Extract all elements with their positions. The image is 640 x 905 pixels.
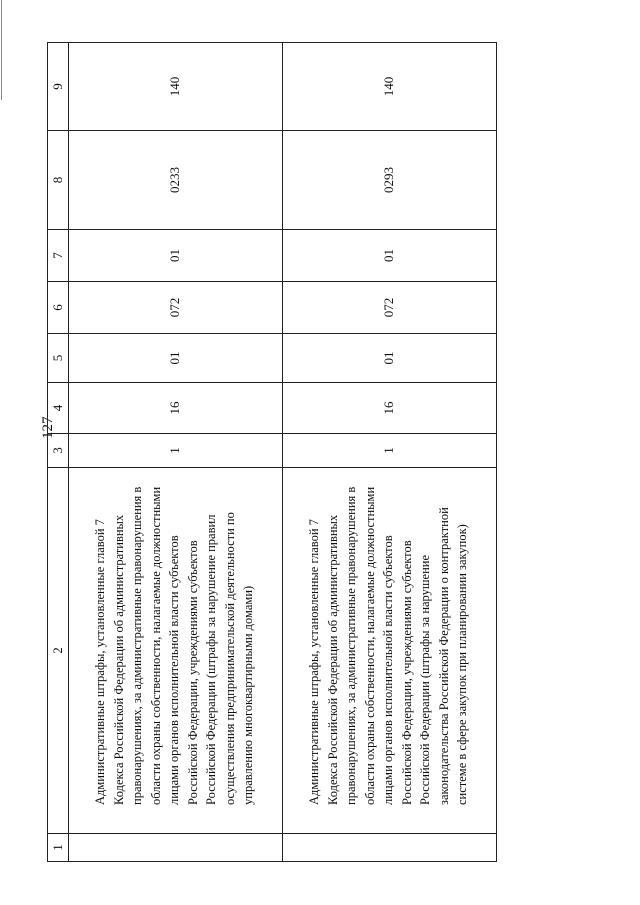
element-code-cell: 0233: [69, 131, 283, 230]
income-type-code-cell: 140: [283, 43, 497, 131]
subarticle-code-cell: 01: [69, 230, 283, 282]
subgroup-code-cell: 01: [69, 334, 283, 383]
income-type-code-cell: 140: [69, 43, 283, 131]
description-cell: Административные штрафы, установленные главой 7 Кодекса Российской Федерации об административных правонарушениях, за административные правонарушения в области охраны собственности, налагаемые должностными лицами органов исполнительной власти субъектов Российской Федерации, учреждениями субъектов Российской Федерации (штрафы за нарушение правил осуществления предпринимательской деятельности по управлению многоквартирными домами): [69, 468, 283, 834]
header-cell: 2: [48, 468, 69, 834]
group-code-cell: 16: [283, 383, 497, 434]
element-code-cell: 0293: [283, 131, 497, 230]
page-edge-line: [1, 0, 2, 100]
subgroup-code-cell: 01: [283, 334, 497, 383]
header-cell: 7: [48, 230, 69, 282]
admin-code-cell: 1: [69, 434, 283, 468]
header-cell: 1: [48, 834, 69, 862]
header-cell: 6: [48, 282, 69, 334]
subarticle-code-cell: 01: [283, 230, 497, 282]
description-cell: Административные штрафы, установленные главой 7 Кодекса Российской Федерации об административных правонарушениях, за административные правонарушения в области охраны собственности, налагаемые должностными лицами органов исполнительной власти субъектов Российской Федерации, учреждениями субъектов Российской Федерации (штрафы за нарушение законодательства Российской Федерации о контрактной системе в сфере закупок при планировании закупок): [283, 468, 497, 834]
row-number-cell: [69, 834, 283, 862]
page-number: 127: [40, 416, 56, 439]
admin-code-cell: 1: [283, 434, 497, 468]
header-cell: 9: [48, 43, 69, 131]
article-code-cell: 072: [69, 282, 283, 334]
article-code-cell: 072: [283, 282, 497, 334]
table-row: [69, 43, 283, 862]
table-row: [283, 43, 497, 862]
budget-classification-table: [47, 42, 497, 862]
header-cell: 5: [48, 334, 69, 383]
header-cell: 4: [48, 383, 69, 434]
header-cell: 8: [48, 131, 69, 230]
row-number-cell: [283, 834, 497, 862]
rotated-table-container: [47, 43, 497, 862]
header-cell: 3: [48, 434, 69, 468]
group-code-cell: 16: [69, 383, 283, 434]
header-row: [48, 43, 69, 862]
